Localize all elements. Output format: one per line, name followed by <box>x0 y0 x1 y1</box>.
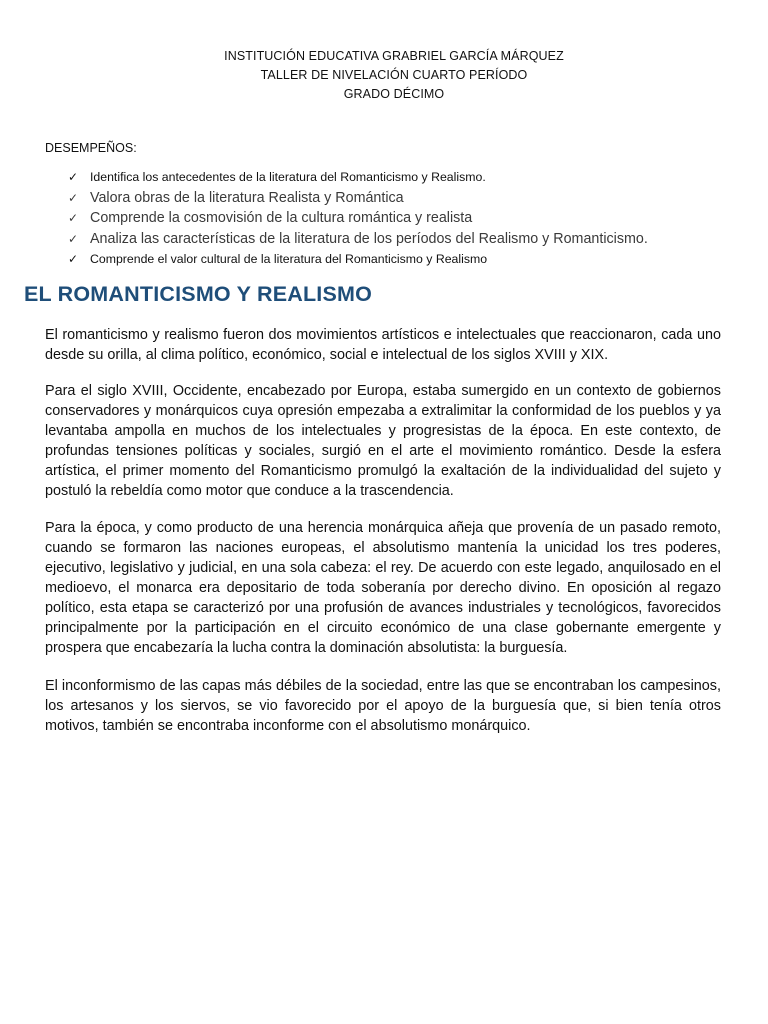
checkmark-icon: ✓ <box>68 211 79 225</box>
list-item <box>68 229 648 250</box>
grade-label: GRADO DÉCIMO <box>343 87 445 101</box>
goal-text: Valora obras de la literatura Realista y Romántica <box>90 190 404 206</box>
section-title: EL ROMANTICISMO Y REALISMO <box>24 282 373 306</box>
desempenos-list <box>68 166 648 269</box>
institution-name: INSTITUCIÓN EDUCATIVA GRABRIEL GARCÍA MÁRQUEZ <box>224 49 564 63</box>
goal-text: Analiza las características de la literatura de los períodos del Realismo y Romanticismo. <box>90 231 648 247</box>
paragraph-inconformism: El inconformismo de las capas más débiles de la sociedad, entre las que se encontraban los campesinos, los artesanos y los siervos, se vio favorecido por el apoyo de la burguesía que, si bien tenía otros motivos, también se encontraba inconforme con el absolutismo monárquico. <box>45 678 721 734</box>
checkmark-icon: ✓ <box>68 232 79 246</box>
list-item <box>68 250 648 269</box>
goal-text: Comprende el valor cultural de la literatura del Romanticismo y Realismo <box>90 252 488 266</box>
list-item <box>68 188 648 208</box>
checkmark-icon: ✓ <box>68 252 79 266</box>
paragraph-context: Para el siglo XVIII, Occidente, encabezado por Europa, estaba sumergido en un contexto de gobiernos conservadores y monárquicos cuya opresión empezaba a extralimitar la conformidad de los pueblos y ya levantaba ampolla en muchos de los intelectuales y progresistas de la época. En este contexto, de profundas tensiones políticas y sociales, surgió en el arte el movimiento romántico. Desde la esfera artística, el primer momento del Romanticismo promulgó la exaltación de la individualidad del sujeto y postuló la rebeldía como motor que conduce a la trascendencia. <box>45 383 721 499</box>
document-header <box>0 47 768 104</box>
paragraph-intro: El romanticismo y realismo fueron dos movimientos artísticos e intelectuales que reaccionaron, cada uno desde su orilla, al clima político, económico, social e intelectual de los siglos XVIII y XIX. <box>45 327 721 363</box>
goal-text: Comprende la cosmovisión de la cultura romántica y realista <box>90 210 473 226</box>
paragraph-absolutism: Para la época, y como producto de una herencia monárquica añeja que provenía de un pasado remoto, cuando se formaron las naciones europeas, el absolutismo mantenía la unicidad los tres poderes, ejecutivo, legislativo y judicial, en una sola cabeza: el rey. De acuerdo con este legado, anquilosado en el medioevo, el monarca era depositario de toda soberanía por derecho divino. En oposición al regazo político, esta etapa se caracterizó por una profusión de avances industriales y tecnológicos, favorecidos principalmente por la participación en el circuito económico de una clase gobernante emergente y prospera que encabezaría la lucha contra la dominación absolutista: la burguesía. <box>45 520 721 656</box>
desempenos-heading: DESEMPEÑOS: <box>45 141 137 155</box>
checkmark-icon: ✓ <box>68 170 79 184</box>
workshop-title: TALLER DE NIVELACIÓN CUARTO PERÍODO <box>260 68 528 82</box>
list-item <box>68 208 648 229</box>
checkmark-icon: ✓ <box>68 191 79 205</box>
goal-text: Identifica los antecedentes de la literatura del Romanticismo y Realismo. <box>90 170 486 184</box>
list-item <box>68 166 648 188</box>
